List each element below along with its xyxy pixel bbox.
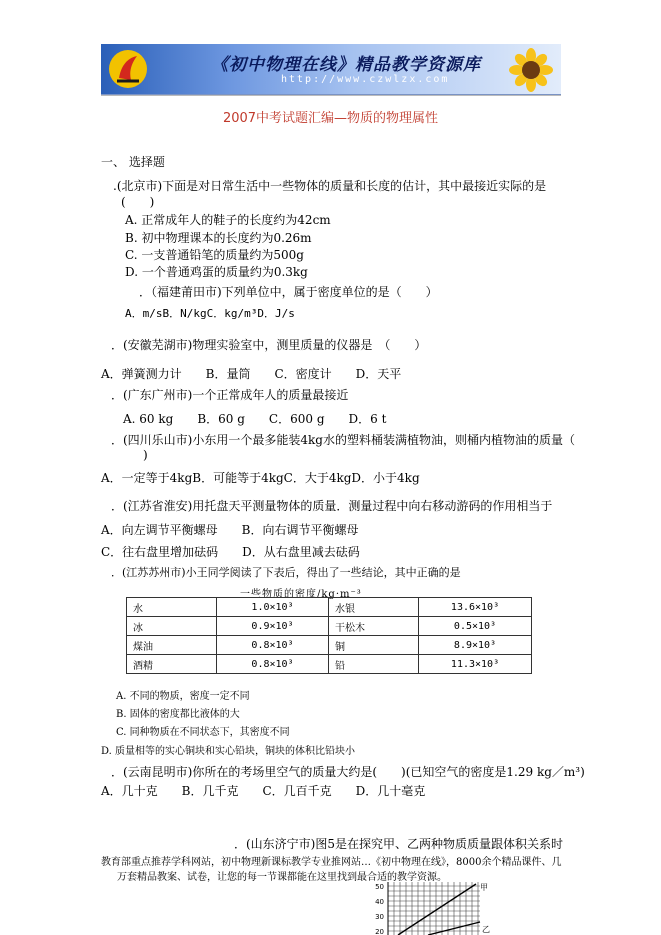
- q1-option-d: D. 一个普通鸡蛋的质量约为0.3kg: [125, 265, 308, 279]
- q3-stem: ．(安徽芜湖市)物理实验室中，测里质量的仪器是 （ ）: [111, 338, 427, 352]
- table-cell-density: 0.8×10³: [217, 636, 329, 655]
- table-cell-substance: 冰: [127, 617, 217, 636]
- site-logo-icon: [107, 48, 149, 90]
- q7-option-d: D. 质量相等的实心铜块和实心铅块，铜块的体积比铅块小: [101, 746, 356, 757]
- table-cell-substance: 铜: [329, 636, 419, 655]
- y-tick-30: 30: [375, 913, 384, 921]
- q8-options: A．几十克 B．几千克 C．几百千克 D．几十毫克: [101, 784, 426, 798]
- mass-volume-graph: [368, 882, 498, 935]
- q1-stem: .(北京市)下面是对日常生活中一些物体的质量和长度的估计，其中最接近实际的是: [113, 179, 547, 193]
- q1-option-c: C. 一支普通铅笔的质量约为500g: [125, 248, 304, 262]
- table-cell-density: 8.9×10³: [419, 636, 532, 655]
- series-line-a: [398, 884, 476, 935]
- q2-options: A．m/sB．N/kgC．kg/m³D．J/s: [125, 307, 295, 320]
- q6-options-line2: C．往右盘里增加砝码 D．从右盘里减去砝码: [101, 545, 360, 559]
- sunflower-icon: [501, 48, 557, 92]
- q1-option-a: A. 正常成年人的鞋子的长度约为42cm: [125, 213, 331, 227]
- q7-option-b: B. 固体的密度都比液体的大: [116, 709, 240, 720]
- q7-option-c: C. 同种物质在不同状态下，其密度不同: [116, 727, 290, 738]
- table-cell-substance: 水: [127, 598, 217, 617]
- q5-paren: ): [143, 448, 148, 462]
- table-cell-density: 1.0×10³: [217, 598, 329, 617]
- q9-stem: ．(山东济宁市)图5是在探究甲、乙两种物质质量跟体积关系时: [234, 837, 564, 851]
- q1-option-b: B. 初中物理课本的长度约为0.26m: [125, 231, 312, 245]
- q1-paren: ( ): [121, 195, 155, 209]
- table-cell-density: 0.9×10³: [217, 617, 329, 636]
- footer-line-1: 教育部重点推荐学科网站，初中物理新课标教学专业推网站…《初中物理在线》，8000余个精品课件、几: [101, 857, 562, 868]
- y-tick-20: 20: [375, 928, 384, 935]
- table-cell-density: 0.5×10³: [419, 617, 532, 636]
- footer-line-2: 万套精品教案、试卷，让您的每一节课都能在这里找到最合适的教学资源。: [117, 872, 447, 883]
- table-cell-substance: 煤油: [127, 636, 217, 655]
- table-cell-substance: 酒精: [127, 655, 217, 674]
- q7-stem: ．(江苏苏州市)小王同学阅读了下表后，得出了一些结论，其中正确的是: [111, 566, 461, 579]
- table-cell-substance: 铅: [329, 655, 419, 674]
- section-heading: 一、 选择题: [101, 155, 165, 169]
- table-cell-substance: 干松木: [329, 617, 419, 636]
- q5-options: A．一定等于4kgB．可能等于4kgC．大于4kgD．小于4kg: [101, 471, 420, 485]
- y-tick-50: 50: [375, 883, 384, 891]
- q3-options: A．弹簧测力计 B．量筒 C．密度计 D．天平: [101, 367, 402, 381]
- label-b: 乙: [482, 925, 490, 934]
- table-row: [127, 598, 532, 617]
- density-table: [126, 597, 532, 674]
- table-cell-density: 13.6×10³: [419, 598, 532, 617]
- q5-stem: ．(四川乐山市)小东用一个最多能装4kg水的塑料桶装满植物油，则桶内植物油的质量（: [111, 433, 575, 447]
- header-rule: [101, 95, 561, 96]
- q6-options-line1: A．向左调节平衡螺母 B．向右调节平衡螺母: [101, 523, 359, 537]
- y-tick-40: 40: [375, 898, 384, 906]
- table-cell-substance: 水银: [329, 598, 419, 617]
- q4-options: A. 60 kg B．60 g C．600 g D．6 t: [123, 412, 387, 426]
- banner-title: 《初中物理在线》精品教学资源库: [211, 55, 481, 75]
- density-table-caption: 一些物质的密度/kg·m⁻³: [240, 589, 362, 600]
- q2-stem: ．（福建莆田市)下列单位中，属于密度单位的是（ ）: [139, 285, 438, 299]
- table-cell-density: 11.3×10³: [419, 655, 532, 674]
- table-row: [127, 655, 532, 674]
- banner-url[interactable]: http://www.czwlzx.com: [281, 74, 450, 85]
- q8-stem: ．(云南昆明市)你所在的考场里空气的质量大约是( )(已知空气的密度是1.29 kg／m³): [111, 765, 585, 779]
- document-title: 2007中考试题汇编—物质的物理属性: [222, 111, 439, 126]
- header-banner: [101, 44, 561, 95]
- table-row: [127, 636, 532, 655]
- table-cell-density: 0.8×10³: [217, 655, 329, 674]
- table-row: [127, 617, 532, 636]
- q6-stem: ．(江苏省淮安)用托盘天平测量物体的质量．测量过程中向右移动游码的作用相当于: [111, 499, 553, 513]
- q4-stem: ．(广东广州市)一个正常成年人的质量最接近: [111, 388, 349, 402]
- label-a: 甲: [480, 883, 488, 892]
- q7-option-a: A. 不同的物质，密度一定不同: [116, 691, 250, 702]
